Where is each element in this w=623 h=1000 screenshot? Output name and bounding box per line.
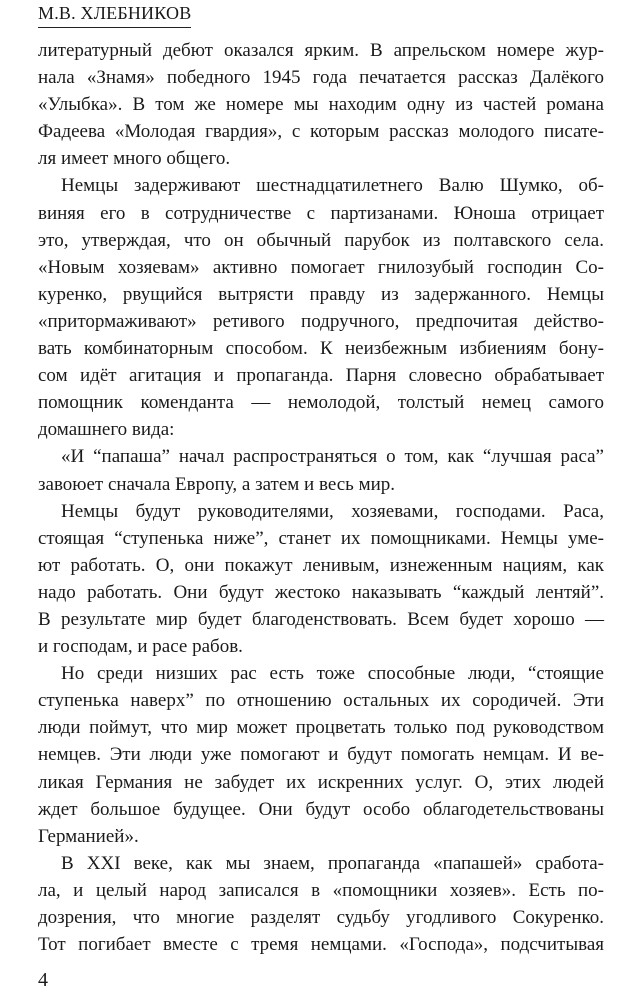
text-line: Германией». [38,825,139,847]
paragraph [38,498,604,661]
text-line: домашнего вида: [38,419,175,441]
text-line: ют работать. О, они покажут ленивым, изнеженным нациям, как [38,554,604,576]
paragraph [38,850,604,958]
paragraph [38,172,604,443]
text-line: Фадеева «Молодая гвардия», с которым рассказ молодого писате- [38,121,604,143]
paragraph [38,443,604,497]
paragraph [38,37,604,172]
text-line: Тот погибает вместе с тремя немцами. «Господа», подсчитывая [38,934,604,956]
text-line: помощник коменданта — немолодой, толстый немец самого [38,392,604,414]
paragraph [38,660,604,850]
text-line: «И “папаша” начал распространяться о том, как “лучшая раса” [61,446,604,468]
text-line: Немцы задерживают шестнадцатилетнего Валю Шумко, об- [61,175,604,197]
text-line: «притормаживают» ретивого подручного, предпочитая действо- [38,310,604,332]
text-line: стоящая “ступенька ниже”, станет их помощниками. Немцы уме- [38,527,604,549]
text-line: виняя его в сотрудничестве с партизанами. Юноша отрицает [38,202,604,224]
text-line: Но среди низших рас есть тоже способные люди, “стоящие [61,663,604,685]
text-line: завоюет сначала Европу, а затем и весь мир. [38,473,396,495]
running-head: М.В. ХЛЕБНИКОВ [38,2,191,28]
text-line: надо работать. Они будут жестоко наказывать “каждый лентяй”. [38,581,604,603]
text-line: Немцы будут руководителями, хозяевами, господами. Раса, [61,500,604,522]
text-line: ступенька наверх” по отношению остальных их сородичей. Эти [38,690,604,712]
text-line: «Новым хозяевам» активно помогает гнилозубый господин Со- [38,256,604,278]
text-line: немцев. Эти люди уже помогают и будут помогать немцам. И ве- [38,744,604,766]
text-line: В XXI веке, как мы знаем, пропаганда «папашей» сработа- [61,852,604,874]
text-line: «Улыбка». В том же номере мы находим одну из частей романа [38,94,604,116]
body-text [38,37,604,958]
text-line: ля имеет много общего. [38,148,231,170]
text-line: и господам, и расе рабов. [38,636,243,658]
text-line: литературный дебют оказался ярким. В апрельском номере жур- [38,40,604,61]
text-line: это, утверждая, что он обычный парубок из полтавского села. [38,229,604,251]
text-line: ждет большое будущее. Они будут особо облагодетельствованы [38,798,604,820]
text-line: дозрения, что многие разделят судьбу угодливого Сокуренко. [38,907,604,928]
page-number: 4 [38,969,48,991]
text-line: ла, и целый народ записался в «помощники хозяев». Есть по- [38,879,604,901]
text-line: В результате мир будет благоденствовать. Всем будет хорошо — [38,608,604,630]
text-line: вать комбинаторным способом. К неизбежным избиениям бону- [38,338,604,360]
text-line: люди поймут, что мир может процветать только под руководством [38,717,604,739]
text-line: сом идёт агитация и пропаганда. Парня словесно обрабатывает [38,365,604,387]
text-line: куренко, рвущийся вытрясти правду из задержанного. Немцы [38,283,604,305]
text-line: ликая Германия не забудет их искренних услуг. О, этих людей [38,771,604,793]
text-line: нала «Знамя» победного 1945 года печатается рассказ Далёкого [38,67,604,89]
